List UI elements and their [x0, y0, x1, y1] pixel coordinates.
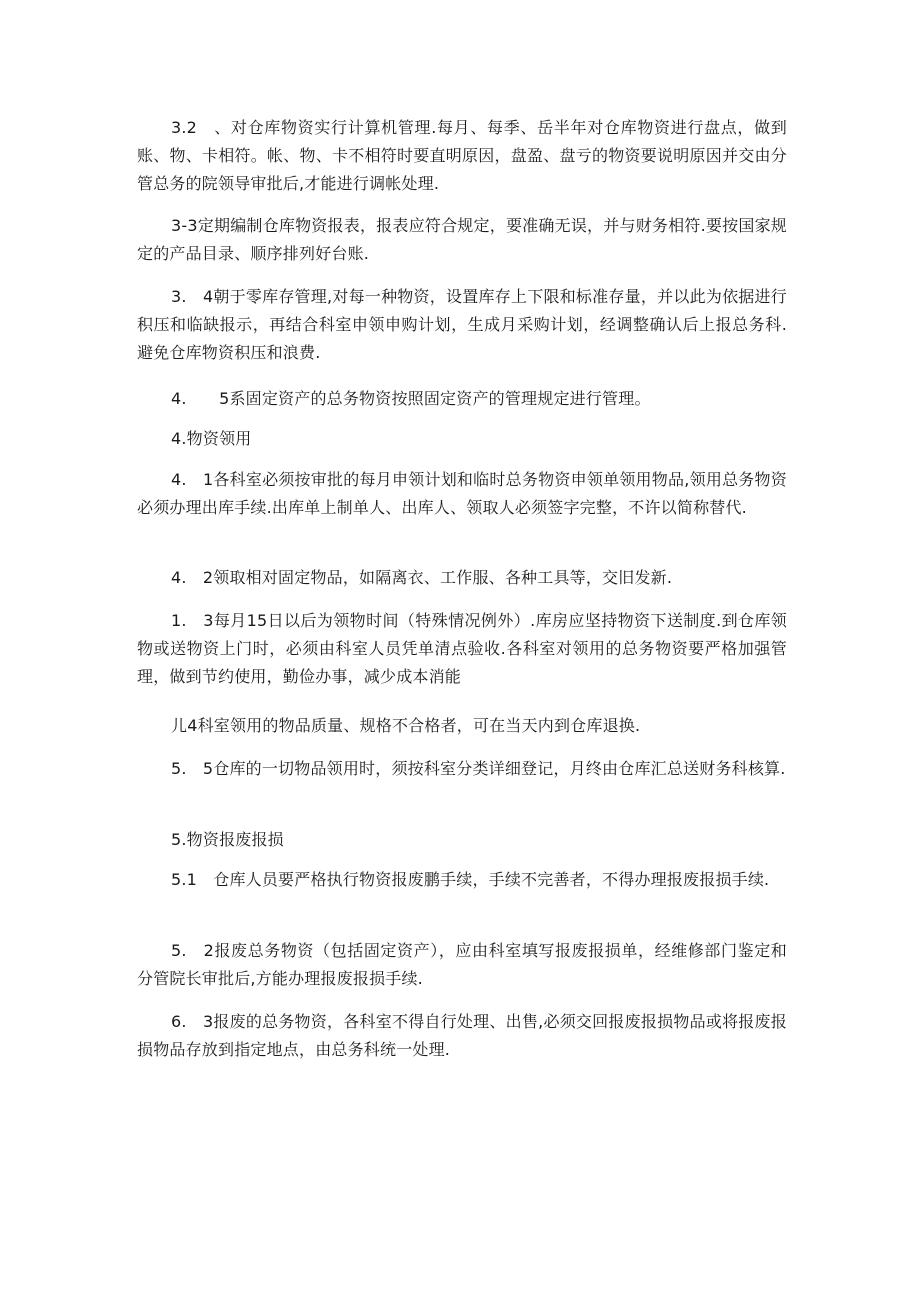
- paragraph-4-2: 4. 2领取相对固定物品，如隔离衣、工作服、各种工具等，交旧发新.: [171, 568, 673, 587]
- paragraph-4-1: 4. 1各科室必须按审批的每月申领计划和临时总务物资申领单领用物品,领用总务物资必须办理出库手续.出库单上制单人、出库人、领取人必须签字完整，不许以简称替代.: [137, 470, 787, 517]
- paragraph-3-5: 4. 5系固定资产的总务物资按照固定资产的管理规定进行管理。: [171, 389, 651, 408]
- paragraph-5-3: 6. 3报废的总务物资，各科室不得自行处理、出售,必须交回报废报损物品或将报废报损物品存放到指定地点，由总务科统一处理.: [137, 1012, 787, 1059]
- paragraph-5-1: 5.1 仓库人员要严格执行物资报废鹏手续，手续不完善者，不得办理报废报损手续.: [171, 870, 770, 889]
- paragraph-3-4: 3. 4朝于零库存管理,对每一种物资，设置库存上下限和标准存量，并以此为依据进行积压和临缺报示，再结合科室申领申购计划，生成月采购计划，经调整确认后上报总务科.避免仓库物资积压和浪费.: [137, 287, 787, 362]
- section-heading-5: 5.物资报废报损: [171, 830, 284, 849]
- paragraph-4-3: 1. 3每月15日以后为领物时间（特殊情况例外）.库房应坚持物资下送制度.到仓库领物或送物资上门时，必须由科室人员凭单清点验收.各科室对领用的总务物资要严格加强管理，做到节约使用，勤俭办事，减少成本消能: [137, 611, 787, 686]
- paragraph-5-2: 5. 2报废总务物资（包括固定资产），应由科室填写报废报损单，经维修部门鉴定和分管院长审批后,方能办理报废报损手续.: [137, 941, 787, 988]
- paragraph-4-5: 5. 5仓库的一切物品领用时，须按科室分类详细登记，月终由仓库汇总送财务科核算.: [171, 759, 786, 778]
- section-heading-4: 4.物资领用: [171, 429, 252, 448]
- paragraph-3-3: 3-3定期编制仓库物资报表，报表应符合规定，要准确无误，并与财务相符.要按国家规定的产品目录、顺序排列好台账.: [137, 216, 787, 263]
- paragraph-4-4: 儿4科室领用的物品质量、规格不合格者，可在当天内到仓库退换.: [171, 716, 641, 735]
- paragraph-3-2: 3.2 、对仓库物资实行计算机管理.每月、每季、岳半年对仓库物资进行盘点，做到账、物、卡相符。帐、物、卡不相符时要直明原因，盘盈、盘亏的物资要说明原因并交由分管总务的院领导审批后,才能进行调帐处理.: [137, 118, 787, 193]
